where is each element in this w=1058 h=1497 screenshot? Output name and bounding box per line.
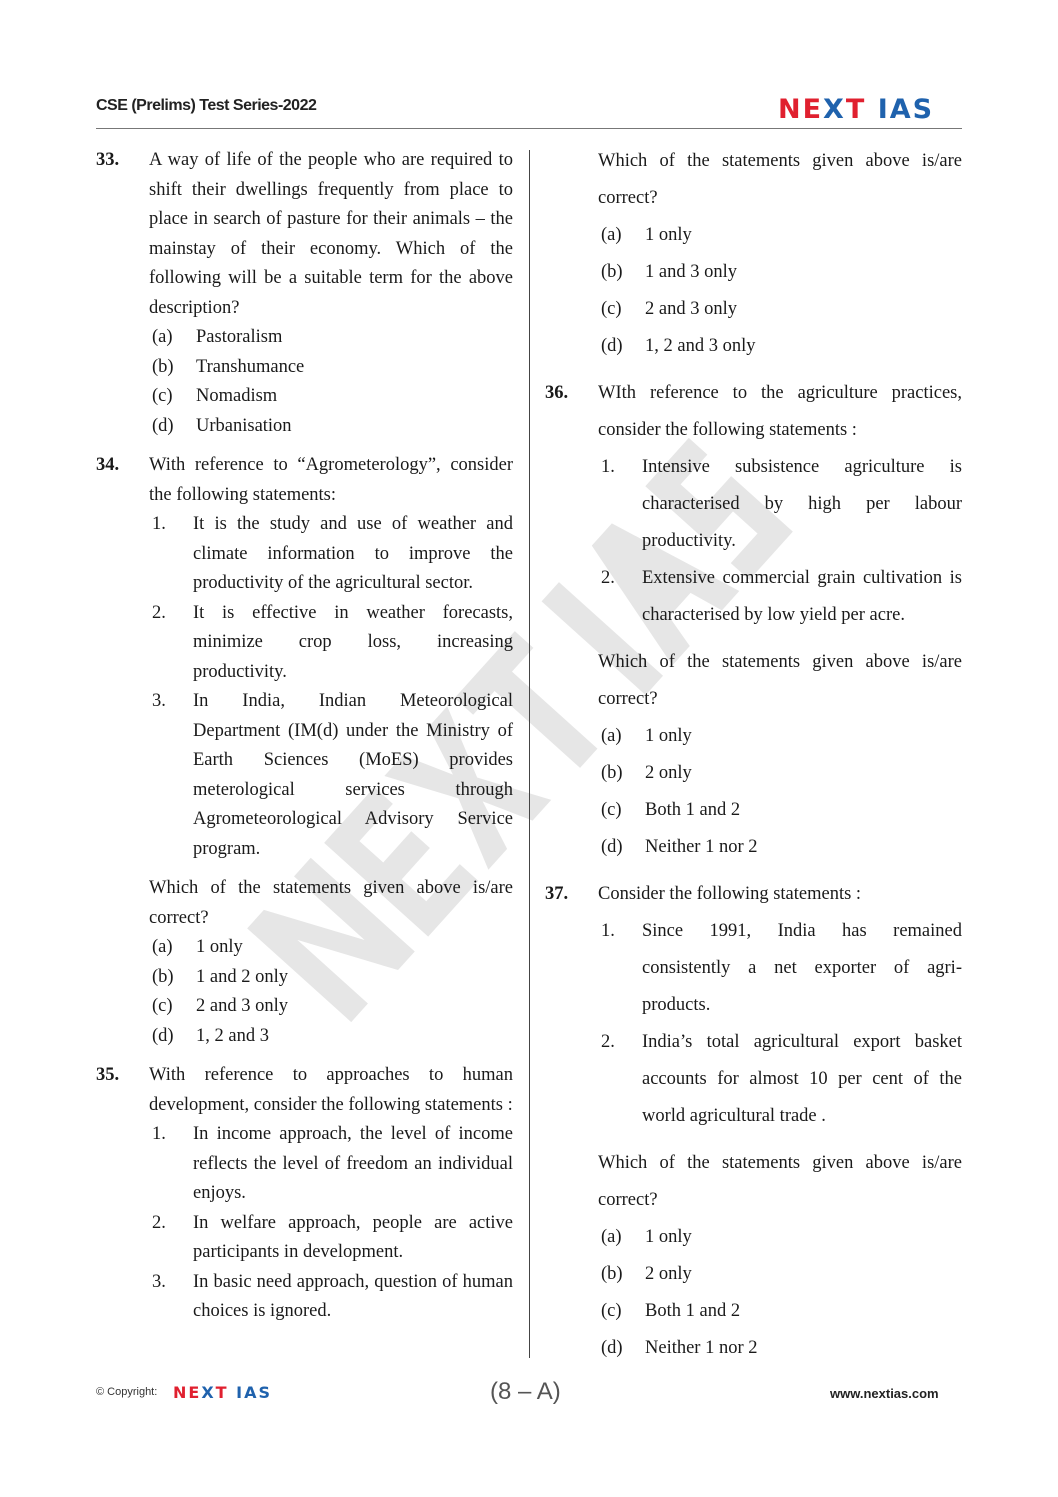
option-text: 1 only — [645, 1227, 692, 1247]
option-text: 1 and 2 only — [196, 966, 288, 987]
option-label: (c) — [152, 386, 173, 406]
statement-number: 1. — [152, 514, 166, 534]
question-number: 37. — [545, 884, 569, 904]
statement — [598, 449, 962, 560]
option[interactable] — [149, 963, 513, 993]
header-title: CSE (Prelims) Test Series-2022 — [96, 97, 317, 114]
option-text: 1 and 3 only — [645, 262, 737, 282]
right-column — [545, 143, 962, 1367]
option[interactable] — [149, 353, 513, 383]
option-text: Nomadism — [196, 386, 278, 406]
option-text: Urbanisation — [196, 415, 292, 436]
option-label: (c) — [601, 1301, 622, 1321]
question-number: 36. — [545, 383, 569, 403]
option-label: (b) — [601, 262, 623, 282]
question-prompt: Which of the statements given above is/are correct? — [598, 652, 962, 709]
statement — [598, 913, 962, 1024]
header-divider — [96, 128, 962, 129]
question-stem: A way of life of the people who are required to shift their dwellings frequently from place to place in search of pasture for their animals – the mainstay of their economy. Which of the following will be a suitable term for the above description? — [149, 150, 513, 318]
statement — [149, 1268, 513, 1327]
option-label: (b) — [152, 966, 174, 987]
option[interactable] — [598, 792, 962, 829]
option-label: (b) — [152, 356, 174, 377]
page-number: (8 – A) — [490, 1378, 561, 1405]
option-label: (c) — [601, 299, 622, 319]
statement-text: Since 1991, India has remained consistently a net exporter of agri-products. — [642, 921, 962, 1015]
statement — [149, 1209, 513, 1268]
statement-text: It is the study and use of weather and climate information to improve the productivity of the agricultural sector. — [193, 514, 513, 593]
option[interactable] — [598, 254, 962, 291]
option-label: (c) — [152, 996, 173, 1016]
option[interactable] — [149, 382, 513, 412]
question-34 — [96, 451, 513, 1051]
option-label: (c) — [601, 800, 622, 820]
question-37 — [545, 876, 962, 1367]
statement-text: In basic need approach, question of human choices is ignored. — [193, 1271, 513, 1321]
option-text: 2 and 3 only — [196, 996, 288, 1016]
option[interactable] — [149, 412, 513, 442]
option[interactable] — [149, 1022, 513, 1052]
option-text: Both 1 and 2 — [645, 1301, 741, 1321]
option[interactable] — [598, 1219, 962, 1256]
statement-number: 2. — [601, 1032, 615, 1052]
option-text: Neither 1 nor 2 — [645, 837, 758, 857]
question-33 — [96, 146, 513, 441]
statement — [598, 560, 962, 634]
statement-number: 2. — [601, 568, 615, 588]
option[interactable] — [598, 829, 962, 866]
option[interactable] — [149, 323, 513, 353]
option[interactable] — [149, 992, 513, 1022]
option[interactable] — [149, 933, 513, 963]
statement-number: 3. — [152, 1271, 166, 1292]
option-text: 2 only — [645, 1264, 692, 1284]
option-label: (a) — [601, 1227, 622, 1247]
statement-text: In income approach, the level of income reflects the level of freedom an individual enjoys. — [193, 1124, 513, 1203]
option-label: (b) — [601, 763, 623, 783]
statement-number: 2. — [152, 602, 166, 623]
option-text: Both 1 and 2 — [645, 800, 741, 820]
statement-text: In India, Indian Meteorological Department (IM(d) under the Ministry of Earth Sciences (MoES) provides meterological services through Agrometeorological Advisory Service program. — [193, 691, 513, 859]
column-divider — [529, 150, 530, 1358]
footer-logo: NEXT IAS — [173, 1383, 273, 1402]
question-stem: With reference to “Agrometerology”, consider the following statements: — [149, 455, 513, 505]
question-prompt: Which of the statements given above is/are correct? — [598, 151, 962, 208]
option[interactable] — [598, 755, 962, 792]
statement-text: Intensive subsistence agriculture is characterised by high per labour productivity. — [642, 457, 962, 551]
options-list — [598, 217, 962, 365]
option-text: 1, 2 and 3 only — [645, 336, 756, 356]
left-column — [96, 146, 513, 1327]
options-list — [598, 718, 962, 866]
statement-text: In welfare approach, people are active participants in development. — [193, 1212, 513, 1262]
option-label: (a) — [601, 225, 622, 245]
option-label: (d) — [601, 837, 623, 857]
statement-number: 2. — [152, 1212, 166, 1233]
question-number: 34. — [96, 455, 120, 475]
header-logo: NEXT IAS — [778, 94, 935, 125]
option-text: Pastoralism — [196, 327, 283, 347]
statement — [598, 1024, 962, 1135]
option-label: (d) — [152, 415, 174, 436]
option-label: (a) — [601, 726, 622, 746]
option[interactable] — [598, 1293, 962, 1330]
option-label: (d) — [152, 1025, 174, 1046]
question-stem: Consider the following statements : — [598, 884, 862, 904]
footer-copyright: © Copyright: — [96, 1386, 158, 1398]
option-label: (a) — [152, 327, 173, 347]
options-list — [149, 933, 513, 1051]
option-label: (d) — [601, 336, 623, 356]
option-text: 1, 2 and 3 — [196, 1025, 269, 1046]
question-stem: WIth reference to the agriculture practices, consider the following statements : — [598, 383, 962, 440]
statement-number: 1. — [152, 1124, 166, 1144]
option[interactable] — [598, 328, 962, 365]
statement-text: Extensive commercial grain cultivation is characterised by low yield per acre. — [642, 568, 962, 625]
statement-text: It is effective in weather forecasts, minimize crop loss, increasing productivity. — [193, 602, 513, 682]
statement-number: 1. — [601, 921, 615, 941]
statement — [149, 1120, 513, 1209]
question-number: 35. — [96, 1065, 120, 1085]
options-list — [598, 1219, 962, 1367]
option[interactable] — [598, 291, 962, 328]
option-text: Neither 1 nor 2 — [645, 1338, 758, 1358]
option-text: 1 only — [645, 726, 692, 746]
option[interactable] — [598, 217, 962, 254]
statement-text: India’s total agricultural export basket accounts for almost 10 per cent of the world agricultural trade . — [642, 1032, 962, 1126]
option-label: (a) — [152, 937, 173, 957]
option-text: 2 and 3 only — [645, 299, 737, 319]
option[interactable] — [598, 1330, 962, 1367]
statement — [149, 687, 513, 864]
question-stem: With reference to approaches to human development, consider the following statements : — [149, 1065, 513, 1115]
options-list — [149, 323, 513, 441]
question-number: 33. — [96, 150, 120, 170]
question-prompt: Which of the statements given above is/are correct? — [598, 1153, 962, 1210]
statement-number: 1. — [601, 457, 615, 477]
statement — [149, 510, 513, 599]
option-text: 2 only — [645, 763, 692, 783]
option[interactable] — [598, 1256, 962, 1293]
statement-number: 3. — [152, 691, 166, 711]
question-36 — [545, 375, 962, 866]
option-label: (d) — [601, 1338, 623, 1358]
option-text: 1 only — [645, 225, 692, 245]
option-text: 1 only — [196, 937, 243, 957]
question-35 — [96, 1061, 513, 1327]
statement — [149, 599, 513, 688]
question-prompt: Which of the statements given above is/are correct? — [149, 878, 513, 928]
option-label: (b) — [601, 1264, 623, 1284]
option[interactable] — [598, 718, 962, 755]
option-text: Transhumance — [196, 356, 305, 377]
footer-url[interactable]: www.nextias.com — [830, 1386, 939, 1401]
question-35-continued — [545, 143, 962, 365]
